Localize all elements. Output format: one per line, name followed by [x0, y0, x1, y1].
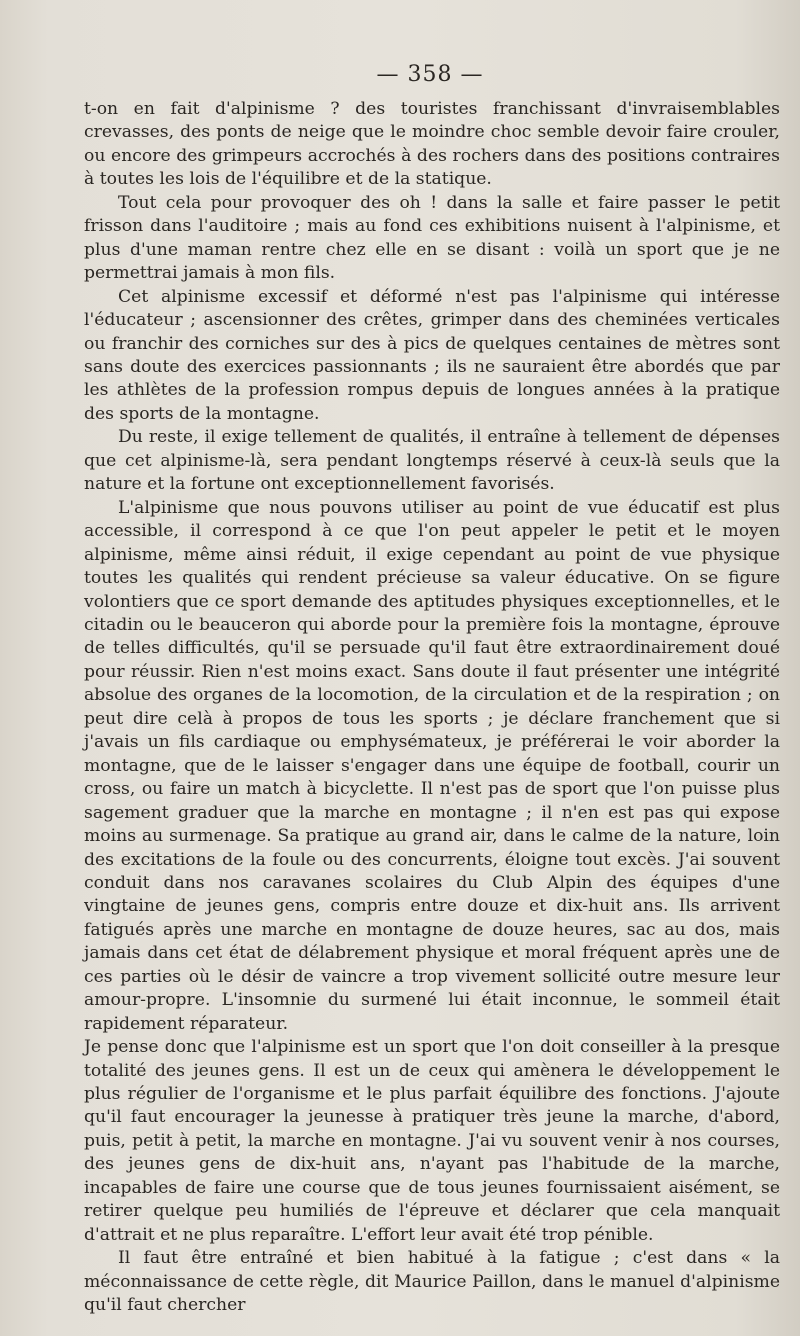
page-number: — 358 — — [376, 62, 484, 87]
paragraph-3: Cet alpinisme excessif et déformé n'est pas l'alpinisme qui intéresse l'éducateur ; ascensionner des crêtes, grimper dans des cheminées verticales ou franchir des corniches sur des à pics de quelques centaines de mètres sont sans doute des exercices passionnants ; ils ne sauraient être abordés que par les athlètes de la profession rompus depuis de longues années à la pratique des sports de la montagne. — [84, 286, 780, 424]
body-text — [84, 98, 780, 1318]
paragraph-4: Du reste, il exige tellement de qualités, il entraîne à tellement de dépenses que cet alpinisme-là, sera pendant longtemps réservé à ceux-là seuls que la nature et la fortune ont exceptionnellement favorisés. — [84, 427, 780, 495]
paragraph-1: t-on en fait d'alpinisme ? des touristes franchissant d'invraisemblables crevasses, des ponts de neige que le moindre choc semble devoir faire crouler, ou encore des grimpeurs accrochés à des rochers dans des positions contraires à toutes les lois de l'équilibre et de la statique. — [84, 99, 780, 190]
paragraph-2: Tout cela pour provoquer des oh ! dans la salle et faire passer le petit frisson dans l'auditoire ; mais au fond ces exhibitions nuisent à l'alpinisme, et plus d'une maman rentre chez elle en se disant : voilà un sport que je ne permettrai jamais à mon fils. — [84, 192, 780, 284]
paragraph-6: Je pense donc que l'alpinisme est un sport que l'on doit conseiller à la presque totalité des jeunes gens. Il est un de ceux qui amènera le développement le plus régulier de l'organisme et le plus parfait équilibre des fonctions. J'ajoute qu'il faut encourager la jeunesse à pratiquer très jeune la marche, d'abord, puis, petit à petit, la marche en montagne. J'ai vu souvent venir à nos courses, des jeunes gens de dix-huit ans, n'ayant pas l'habitude de la marche, incapables de faire une course que de tous jeunes fournissaient aisément, se retirer quelque peu humiliés de l'épreuve et déclarer que cela manquait d'attrait et ne plus reparaître. L'effort leur avait été trop pénible. — [84, 1037, 780, 1245]
paragraph-5: L'alpinisme que nous pouvons utiliser au point de vue éducatif est plus accessible, il correspond à ce que l'on peut appeler le petit et le moyen alpinisme, même ainsi réduit, il exige cependant au point de vue physique toutes les qualités qui rendent précieuse sa valeur éducative. On se figure volontiers que ce sport demande des aptitudes physiques exceptionnelles, et le citadin ou le beauceron qui aborde pour la première fois la montagne, éprouve de telles difficultés, qu'il se persuade qu'il faut être extraordinairement doué pour réussir. Rien n'est moins exact. Sans doute il faut présenter une intégrité absolue des organes de la locomotion, de la circulation et de la respiration ; on peut dire celà à propos de tous les sports ; je déclare franchement que si j'avais un fils cardiaque ou emphysémateux, je préférerai le voir aborder la montagne, que de le laisser s'engager dans une équipe de football, courir un cross, ou faire un match à bicyclette. Il n'est pas de sport que l'on puisse plus sagement graduer que la marche en montagne ; il n'en est pas qui expose moins au surmenage. Sa pratique au grand air, dans le calme de la nature, loin des excitations de la foule ou des concurrents, éloigne tout excès. J'ai souvent conduit dans nos caravanes scolaires du Club Alpin des équipes d'une vingtaine de jeunes gens, compris entre douze et dix-huit ans. Ils arrivent fatigués après une marche en montagne de douze heures, sac au dos, mais jamais dans cet état de délabrement physique et moral fréquent après une de ces parties où le désir de vaincre a trop vivement sollicité outre mesure leur amour-propre. L'insomnie du surmené lui était inconnue, le sommeil était rapidement réparateur. — [84, 497, 780, 1034]
paragraph-7: Il faut être entraîné et bien habitué à la fatigue ; c'est dans « la méconnaissance de cette règle, dit Maurice Paillon, dans le manuel d'alpinisme qu'il faut chercher — [84, 1248, 780, 1316]
